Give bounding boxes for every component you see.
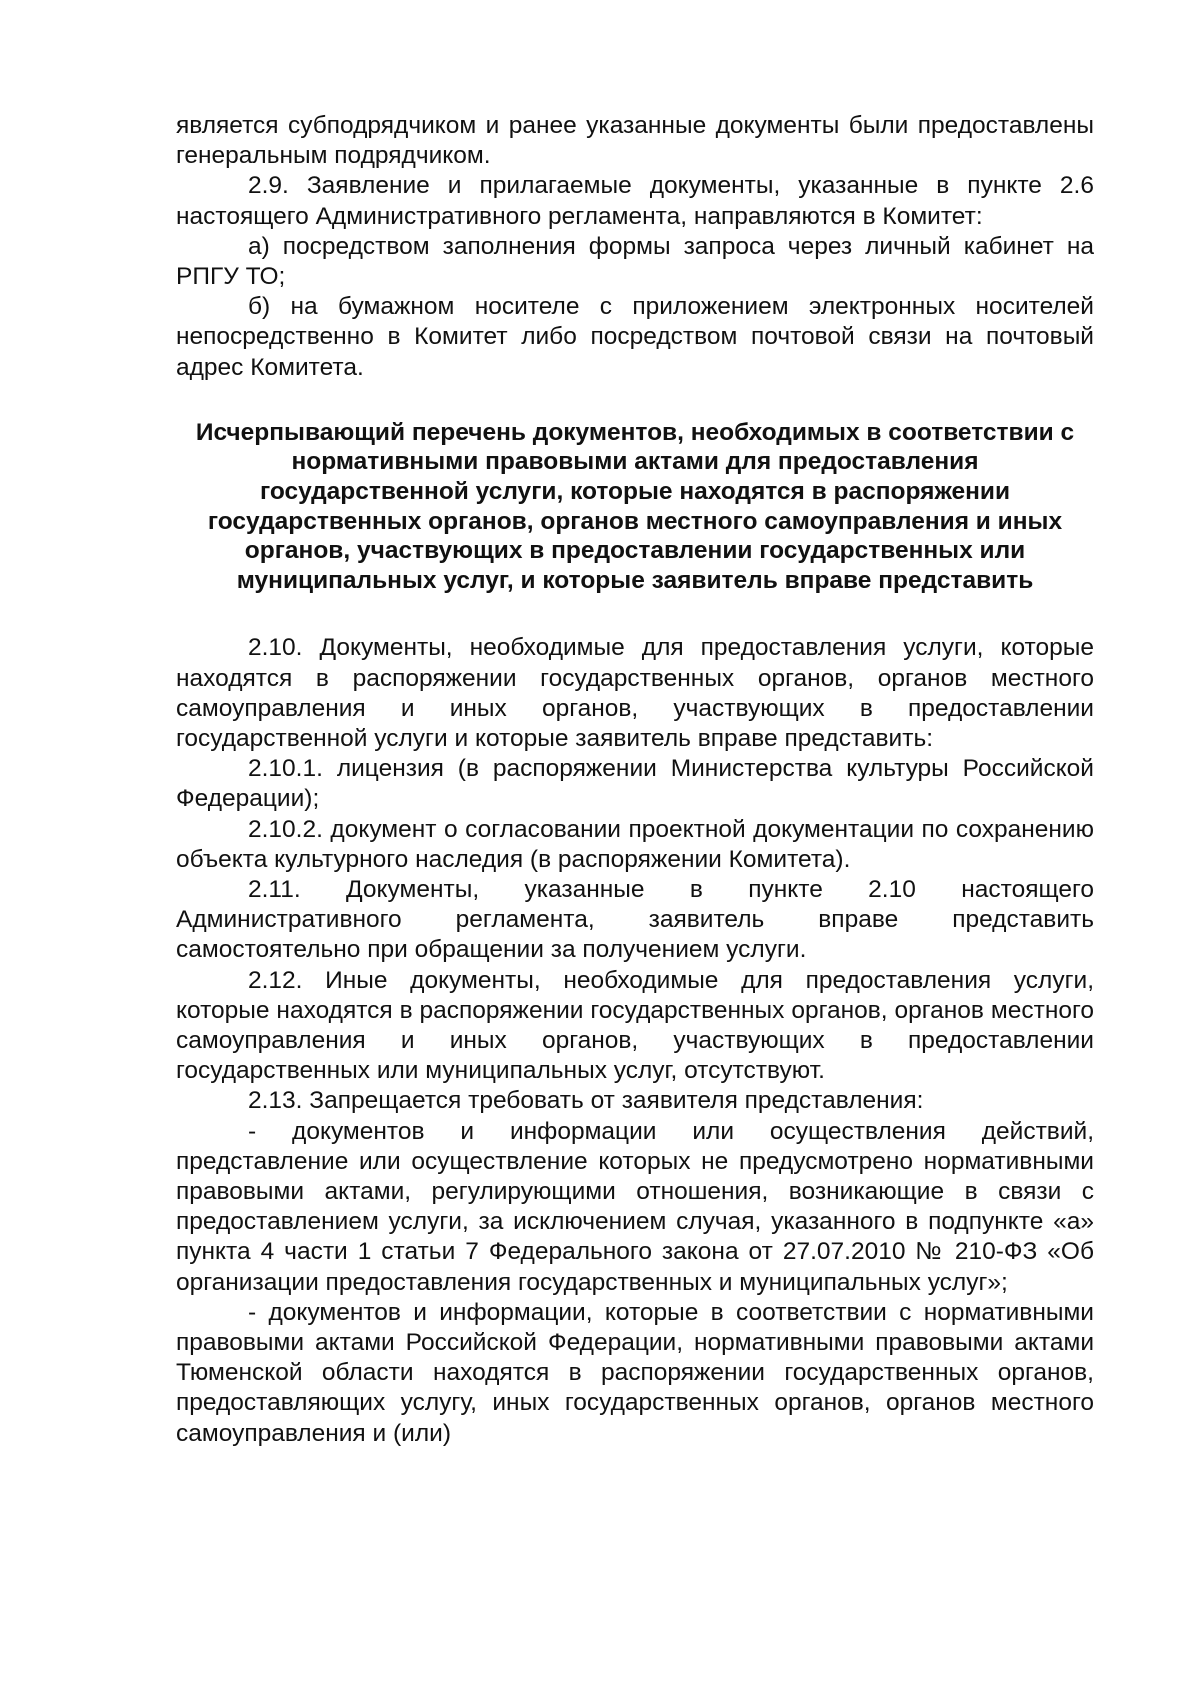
paragraph-2-9: 2.9. Заявление и прилагаемые документы, указанные в пункте 2.6 настоящего Административного регламента, направляются в Комитет:: [176, 172, 1094, 230]
list-item-a: а) посредством заполнения формы запроса через личный кабинет на РПГУ ТО;: [176, 232, 1094, 291]
paragraph-2-13: 2.13. Запрещается требовать от заявителя представления:: [248, 1087, 924, 1115]
paragraph-continuation: является субподрядчиком и ранее указанные документы были предоставлены генеральным подрядчиком.: [176, 112, 1094, 170]
paragraph-2-10-1: 2.10.1. лицензия (в распоряжении Министерства культуры Российской Федерации);: [176, 755, 1094, 813]
list-item-dash-1: - документов и информации или осуществления действий, представление или осуществление которых не предусмотрено нормативными правовыми актами, регулирующими отношения, возникающие в связи с предоставлением услуги, за исключением случая, указанного в подпункте «а» пункта 4 части 1 статьи 7 Федерального закона от 27.07.2010 № 210-ФЗ «Об организации предоставления государственных и муниципальных услуг»;: [176, 1117, 1094, 1296]
document-page: [176, 111, 1094, 1449]
list-item-b: б) на бумажном носителе с приложением электронных носителей непосредственно в Комитет либо посредством почтовой связи на почтовый адрес Комитета.: [176, 293, 1094, 381]
list-item-dash-2: - документов и информации, которые в соответствии с нормативными правовыми актами Российской Федерации, нормативными правовыми актами Тюменской области находятся в распоряжении государственных органов, предоставляющих услугу, иных государственных органов, органов местного самоуправления и (или): [176, 1298, 1094, 1447]
paragraph-2-10-2: 2.10.2. документ о согласовании проектной документации по сохранению объекта культурного наследия (в распоряжении Комитета).: [176, 815, 1094, 873]
paragraph-2-12: 2.12. Иные документы, необходимые для предоставления услуги, которые находятся в распоряжении государственных органов, органов местного самоуправления и иных органов, участвующих в предоставлении государственных или муниципальных услуг, отсутствуют.: [176, 966, 1094, 1085]
paragraph-2-11: 2.11. Документы, указанные в пункте 2.10 настоящего Административного регламента, заявитель вправе представить самостоятельно при обращении за получением услуги.: [176, 876, 1094, 964]
paragraph-2-10: 2.10. Документы, необходимые для предоставления услуги, которые находятся в распоряжении государственных органов, органов местного самоуправления и иных органов, участвующих в предоставлении государственной услуги и которые заявитель вправе представить:: [176, 634, 1094, 752]
section-heading: Исчерпывающий перечень документов, необходимых в соответствии с нормативными правовыми актами для предоставления государственной услуги, которые находятся в распоряжении государственных органов, органов местного самоуправления и иных органов, участвующих в предоставлении государственных или муниципальных услуг, и которые заявитель вправе представить: [195, 418, 1075, 594]
